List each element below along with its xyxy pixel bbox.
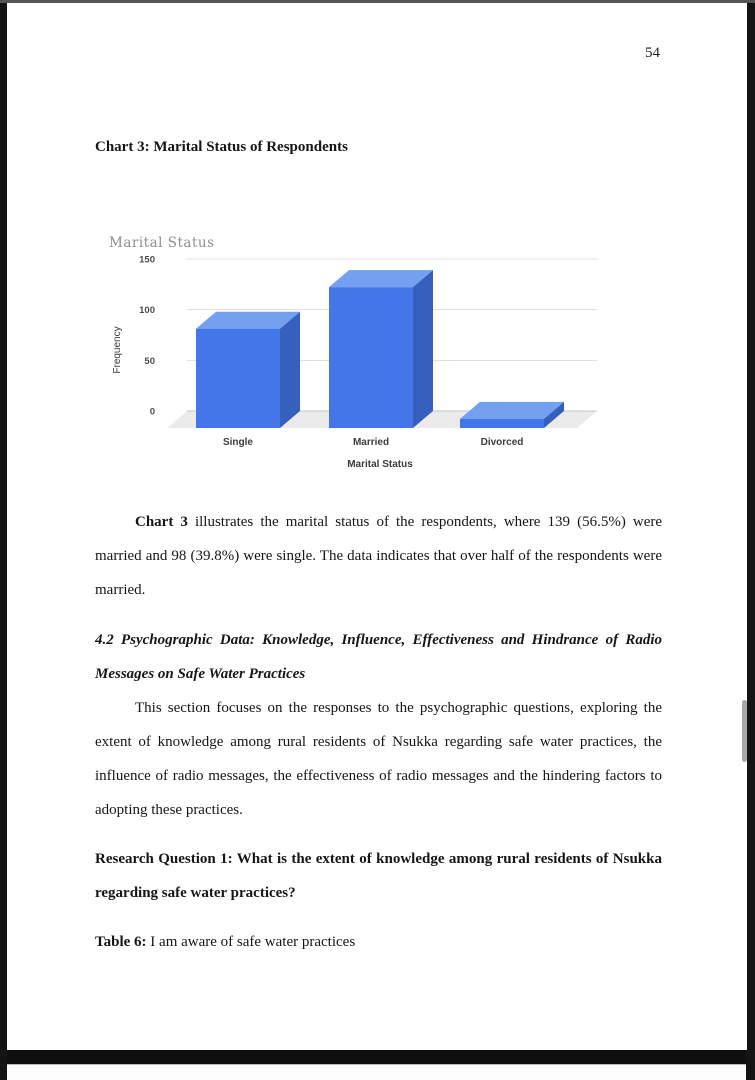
svg-text:Married: Married	[352, 437, 390, 448]
svg-text:Marital Status: Marital Status	[109, 235, 215, 251]
paragraph-chart3-lead: Chart 3	[135, 514, 188, 530]
paragraph-chart3	[95, 505, 662, 607]
svg-text:0: 0	[149, 406, 155, 418]
page-number: 54	[645, 45, 660, 61]
svg-text:100: 100	[139, 305, 155, 317]
svg-text:Frequency: Frequency	[112, 326, 123, 374]
svg-text:50: 50	[144, 355, 155, 367]
section-heading-4-2: 4.2 Psychographic Data: Knowledge, Influence, Effectiveness and Hindrance of Radio Messages on Safe Water Practices	[95, 632, 662, 682]
svg-text:150: 150	[139, 254, 155, 266]
scrollbar-thumb[interactable]	[742, 700, 747, 762]
svg-text:Marital Status: Marital Status	[347, 459, 413, 470]
table6-label: Table 6:	[95, 934, 147, 950]
chart-caption: Chart 3: Marital Status of Respondents	[95, 139, 348, 155]
next-page-top-edge	[7, 1064, 746, 1080]
table6-caption	[95, 925, 662, 959]
page-gap	[7, 1050, 746, 1064]
paragraph-section: This section focuses on the responses to the psychographic questions, exploring the extent of knowledge among rural residents of Nsukka regarding safe water practices, the influence of radio messages, the effectiveness of radio messages and the hindering factors to adopting these practices.	[95, 700, 662, 818]
document-page	[7, 3, 747, 1050]
svg-text:Single: Single	[222, 437, 254, 448]
marital-status-chart	[100, 227, 620, 479]
paragraph-chart3-rest: illustrates the marital status of the respondents, where 139 (56.5%) were married and 98 (39.8%) were single. The data indicates that over half of the respondents were married.	[95, 514, 663, 598]
svg-text:Divorced: Divorced	[480, 437, 524, 448]
research-question-1: Research Question 1: What is the extent of knowledge among rural residents of Nsukka regarding safe water practices?	[95, 851, 662, 901]
table6-caption-text: I am aware of safe water practices	[146, 934, 356, 950]
marital-status-chart-svg	[100, 227, 620, 479]
